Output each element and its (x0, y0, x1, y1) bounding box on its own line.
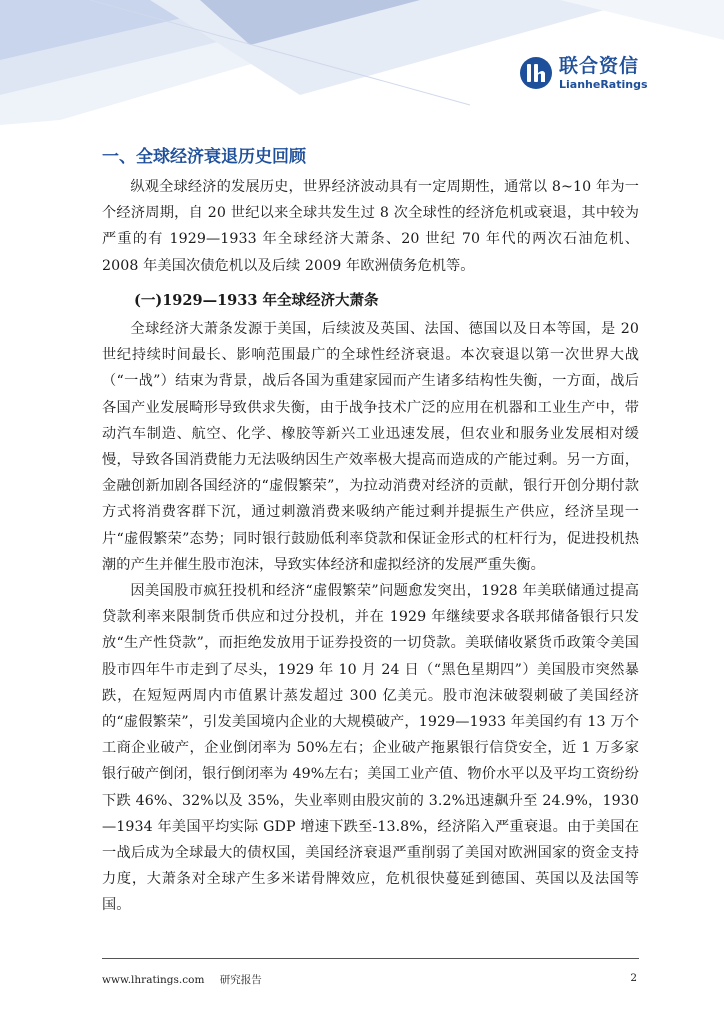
section-title: 一、全球经济衰退历史回顾 (102, 147, 306, 167)
body-paragraph-1: 全球经济大萧条发源于美国，后续波及英国、法国、德国以及日本等国，是 20 世纪持续时间最长、影响范围最广的全球性经济衰退。本次衰退以第一次世界大战（“一战”）结束为背景，战后各国为重建家园而产生诸多结构性失衡，一方面，战后各国产业发展畸形导致供求失衡，由于战争技术广泛的应用在机器和工业生产中，带动汽车制造、航空、化学、橡胶等新兴工业迅速发展，但农业和服务业发展相对缓慢，导致各国消费能力无法吸纳因生产效率极大提高而造成的产能过剩。另一方面，金融创新加剧各国经济的“虚假繁荣”，为拉动消费对经济的贡献，银行开创分期付款方式将消费客群下沉，通过刺激消费来吸纳产能过剩并提振生产供应，经济呈现一片“虚假繁荣”态势；同时银行鼓励低利率贷款和保证金形式的杠杆行为，促进投机热潮的产生并催生股市泡沫，导致实体经济和虚拟经济的发展严重失衡。 (102, 321, 639, 573)
body-paragraph-2: 因美国股市疯狂投机和经济“虚假繁荣”问题愈发突出，1928 年美联储通过提高贷款利率来限制货币供应和过分投机，并在 1929 年继续要求各联邦储备银行只发放“生产性贷款”，而拒绝发放用于证券投资的一切贷款。美联储收紧货币政策令美国股市四年牛市走到了尽头，1929 年 10 月 24 日（“黑色星期四”）美国股市突然暴跌，在短短两周内市值累计蒸发超过 300 亿美元。股市泡沫破裂刺破了美国经济的“虚假繁荣”，引发美国境内企业的大规模破产，1929—1933 年美国约有 13 万个工商企业破产，企业倒闭率为 50%左右；企业破产拖累银行信贷安全，近 1 万多家银行破产倒闭，银行倒闭率为 49%左右；美国工业产值、物价水平以及平均工资纷纷下跌 46%、32%以及 35%，失业率则由股灾前的 3.2%迅速飙升至 24.9%，1930—1934 年美国平均实际 GDP 增速下跌至-13.8%，经济陷入严重衰退。由于美国在一战后成为全球最大的债权国，美国经济衰退严重削弱了美国对欧洲国家的资金支持力度，大萧条对全球产生多米诺骨牌效应，危机很快蔓延到德国、英国以及法国等国。 (102, 583, 639, 914)
logo-chinese-name: 联合资信 (559, 54, 640, 77)
page-number: 2 (630, 972, 637, 984)
intro-paragraph: 纵观全球经济的发展历史，世界经济波动具有一定周期性，通常以 8~10 年为一个经济周期，自 20 世纪以来全球共发生过 8 次全球性的经济危机或衰退，其中较为严重的有 1929—1933 年全球经济大萧条、20 世纪 70 年代的两次石油危机、2008 年美国次债危机以及后续 2009 年欧洲债务危机等。 (102, 179, 639, 274)
footer-doc-type: 研究报告 (219, 974, 262, 986)
footer-info (102, 972, 274, 987)
company-logo (519, 56, 648, 90)
footer-divider (102, 958, 639, 959)
footer-website: www.lhratings.com (102, 974, 205, 986)
lianhe-ratings-logo-icon (519, 56, 553, 90)
subsection-title: (一)1929—1933 年全球经济大萧条 (134, 292, 379, 309)
logo-english-name: LianheRatings (559, 77, 648, 91)
